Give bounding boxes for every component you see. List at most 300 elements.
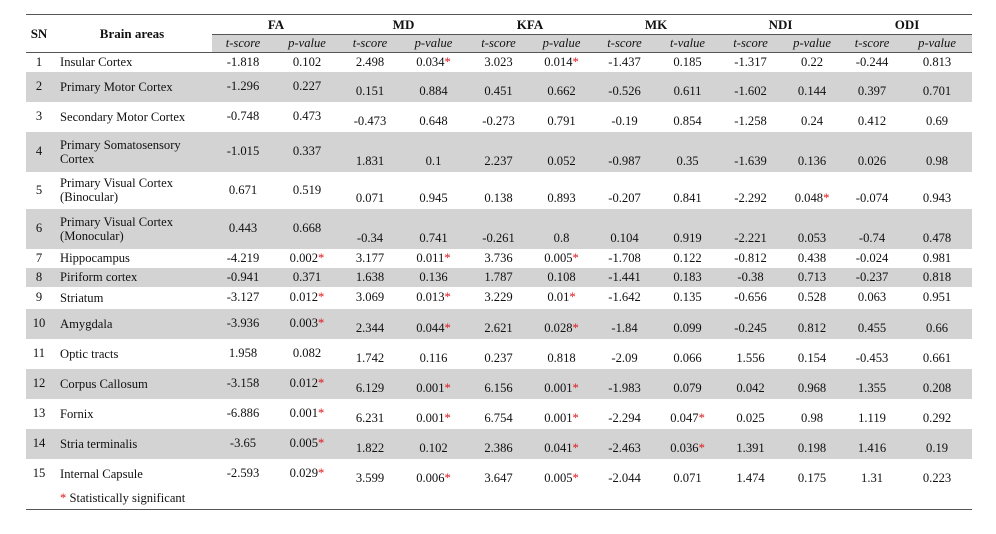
row-value: 0.884: [419, 83, 448, 98]
significance-star-icon: *: [444, 54, 451, 69]
row-sn: 6: [26, 209, 52, 249]
row-value: 0.671: [228, 182, 258, 197]
row-value-cell: [656, 268, 719, 287]
row-sn: 3: [35, 109, 43, 123]
row-value: 0.198: [797, 440, 827, 455]
row-value-cell: [274, 459, 340, 489]
row-brain-area: Corpus Callosum: [52, 369, 212, 399]
row-value: 0.528: [797, 290, 827, 304]
row-value-cell: [782, 369, 842, 399]
row-value: 0.371: [292, 269, 322, 284]
row-value-cell: [719, 399, 782, 429]
row-value: -3.65: [229, 436, 257, 450]
row-value: 1.831: [355, 153, 385, 168]
row-value-cell: [719, 287, 782, 309]
row-sn: 1: [35, 54, 43, 69]
subheader-fa-p: p-value: [274, 35, 340, 53]
row-sn: 10: [26, 309, 52, 339]
row-value: 2.621: [484, 320, 513, 335]
row-value: -2.593: [226, 466, 260, 480]
significance-star-icon: *: [572, 320, 579, 335]
row-value-cell: [593, 369, 656, 399]
row-value-cell: [782, 339, 842, 369]
row-value-cell: [656, 287, 719, 309]
row-value: 0.014: [544, 54, 573, 69]
row-value-cell: [274, 339, 340, 369]
row-brain-area: Hippocampus: [60, 251, 130, 265]
row-value-cell: [719, 102, 782, 132]
significance-star-icon: *: [572, 250, 579, 265]
row-value: 0.35: [676, 153, 699, 168]
footnote-text: Statistically significant: [66, 491, 186, 505]
row-brain-area: Primary Visual Cortex (Monocular): [52, 209, 212, 249]
row-value: 0.237: [484, 350, 513, 365]
row-value: 0.668: [292, 221, 322, 235]
row-value: -1.015: [226, 144, 260, 158]
table-row: [26, 399, 972, 429]
significance-star-icon: *: [823, 190, 830, 205]
row-value-cell: [782, 102, 842, 132]
row-value: 0.102: [419, 440, 448, 455]
significance-star-icon: *: [318, 436, 325, 450]
row-value-cell: [212, 102, 274, 132]
significance-star-icon: *: [318, 376, 325, 390]
row-value-cell: [782, 287, 842, 309]
row-value-cell: [842, 102, 902, 132]
row-value-cell: [274, 102, 340, 132]
row-value: 0.136: [797, 153, 827, 168]
row-value: -6.886: [226, 406, 260, 420]
row-value-cell: [530, 309, 593, 339]
row-value-cell: [593, 132, 656, 172]
row-value: 0.223: [922, 470, 952, 485]
row-value: 1.958: [228, 346, 258, 360]
row-value-cell: [212, 172, 274, 209]
row-value: -4.219: [226, 250, 260, 265]
row-value-cell: [656, 399, 719, 429]
row-value-cell: [593, 72, 656, 102]
row-value: 0.945: [419, 190, 448, 205]
row-value: 0.013: [416, 290, 445, 304]
row-value-cell: [274, 309, 340, 339]
row-value-cell: [593, 268, 656, 287]
row-value-cell: [842, 172, 902, 209]
row-value-cell: [782, 268, 842, 287]
row-value-cell: [719, 72, 782, 102]
row-value-cell: [782, 459, 842, 489]
row-value: 0.002: [289, 250, 319, 265]
row-value: -0.473: [353, 113, 387, 128]
row-value-cell: [842, 209, 902, 249]
row-value: -3.936: [226, 316, 260, 330]
row-value-cell: [842, 309, 902, 339]
row-sn: 4: [26, 132, 52, 172]
row-value-cell: [400, 72, 467, 102]
row-value: 0.047: [670, 410, 699, 425]
row-value-cell: [274, 72, 340, 102]
row-value-cell: [467, 339, 530, 369]
row-value-cell: [400, 429, 467, 459]
row-value: 0.053: [797, 230, 827, 245]
subheader-odi-t: t-score: [842, 35, 902, 53]
row-sn: 9: [35, 290, 43, 304]
row-value: 0.611: [673, 83, 702, 98]
row-value: 0.69: [926, 113, 949, 128]
row-value: 0.041: [544, 440, 573, 455]
row-value-cell: [340, 249, 400, 268]
row-value: -1.639: [734, 153, 767, 168]
row-value: -2.044: [608, 470, 641, 485]
header-mk: MK: [593, 15, 719, 35]
row-value-cell: [212, 268, 274, 287]
row-value: 3.069: [355, 290, 385, 304]
row-value-cell: [467, 102, 530, 132]
row-value: 0.438: [797, 250, 827, 265]
row-value-cell: [902, 459, 972, 489]
row-value: -3.127: [226, 290, 260, 304]
row-value-cell: [902, 102, 972, 132]
row-value-cell: [340, 369, 400, 399]
row-value: 0.028: [544, 320, 573, 335]
row-value-cell: [902, 268, 972, 287]
row-value-cell: [400, 53, 467, 72]
row-value: -2.221: [734, 230, 767, 245]
table-row: [26, 459, 972, 489]
table-row: [26, 72, 972, 102]
row-value: 0.98: [801, 410, 824, 425]
row-value: 0.048: [794, 190, 824, 205]
row-value: -0.19: [611, 113, 638, 128]
row-value-cell: [782, 429, 842, 459]
row-value-cell: [340, 309, 400, 339]
row-value: -0.074: [855, 190, 889, 205]
row-value: 0.1: [425, 153, 442, 168]
significance-star-icon: *: [698, 410, 705, 425]
row-value-cell: [340, 287, 400, 309]
table-row: [26, 102, 972, 132]
row-value-cell: [656, 249, 719, 268]
row-value-cell: [656, 339, 719, 369]
row-value: 0.063: [857, 290, 887, 304]
row-value-cell: [212, 339, 274, 369]
row-value: 0.012: [289, 290, 319, 304]
row-value-cell: [340, 429, 400, 459]
row-value: 1.556: [736, 350, 765, 365]
row-value: 0.455: [857, 320, 887, 335]
row-value-cell: [719, 172, 782, 209]
table-row: [26, 249, 972, 268]
row-value: -2.463: [608, 440, 641, 455]
row-value: 0.108: [547, 269, 576, 284]
row-value-cell: [902, 72, 972, 102]
row-value: 0.012: [289, 376, 319, 390]
significance-star-icon: *: [444, 250, 451, 265]
table-row: [26, 53, 972, 72]
row-value: 2.498: [355, 54, 385, 69]
row-value: -1.296: [226, 79, 260, 93]
row-value: 0.968: [797, 380, 827, 395]
row-value: 1.474: [736, 470, 765, 485]
row-value-cell: [400, 249, 467, 268]
row-value: 0.066: [673, 350, 702, 365]
row-value-cell: [656, 429, 719, 459]
row-value: 0.519: [292, 182, 322, 197]
row-value-cell: [530, 429, 593, 459]
row-value: 0.001: [289, 406, 319, 420]
row-value: 0.919: [673, 230, 702, 245]
row-value: 0.19: [926, 440, 949, 455]
row-value-cell: [902, 339, 972, 369]
row-value: 0.034: [416, 54, 445, 69]
row-value: 0.661: [922, 350, 952, 365]
row-value: -0.526: [608, 83, 641, 98]
header-fa: FA: [212, 15, 340, 35]
row-value-cell: [400, 102, 467, 132]
row-value-cell: [400, 209, 467, 249]
row-value-cell: [782, 53, 842, 72]
row-value-cell: [400, 369, 467, 399]
row-brain-area: Fornix: [60, 406, 94, 421]
row-brain-area: Primary Somatosensory Cortex: [52, 132, 212, 172]
row-value-cell: [530, 172, 593, 209]
row-value-cell: [467, 172, 530, 209]
table-row: [26, 309, 972, 339]
row-sn: 8: [26, 268, 52, 287]
table-row: [26, 132, 972, 172]
row-value: 0.854: [673, 113, 702, 128]
row-value: -0.244: [855, 54, 889, 69]
row-brain-area: Amygdala: [52, 309, 212, 339]
row-value: 0.005: [544, 250, 573, 265]
row-value-cell: [782, 172, 842, 209]
footnote-row: [26, 489, 972, 510]
row-brain-area: Primary Visual Cortex (Binocular): [60, 176, 174, 204]
row-value: 3.599: [355, 470, 385, 485]
row-value: -0.207: [608, 190, 641, 205]
row-value: 0.66: [926, 320, 949, 335]
footnote: [52, 489, 972, 510]
row-value-cell: [530, 459, 593, 489]
row-value: 3.229: [484, 290, 513, 304]
row-value: 0.943: [922, 190, 952, 205]
row-value: 0.026: [857, 153, 887, 168]
row-value-cell: [400, 287, 467, 309]
row-value-cell: [340, 268, 400, 287]
row-value: 0.138: [484, 190, 513, 205]
table-row: [26, 339, 972, 369]
row-value: 0.071: [673, 470, 702, 485]
row-value-cell: [842, 287, 902, 309]
row-value-cell: [530, 339, 593, 369]
row-value: 1.416: [857, 440, 887, 455]
row-value: 0.036: [670, 440, 699, 455]
row-value-cell: [842, 249, 902, 268]
row-value-cell: [212, 309, 274, 339]
row-value-cell: [340, 172, 400, 209]
row-value-cell: [340, 72, 400, 102]
row-value-cell: [467, 399, 530, 429]
row-value-cell: [530, 268, 593, 287]
row-value: 0.473: [292, 109, 322, 123]
row-value-cell: [593, 249, 656, 268]
row-value: 0.701: [922, 83, 952, 98]
row-brain-area: Insular Cortex: [60, 55, 133, 70]
row-brain-area: Piriform cortex: [52, 268, 212, 287]
row-value: 0.208: [922, 380, 952, 395]
row-value-cell: [902, 249, 972, 268]
row-value: -2.09: [611, 350, 638, 365]
row-value: 0.893: [547, 190, 576, 205]
significance-star-icon: *: [444, 380, 451, 395]
row-value-cell: [274, 268, 340, 287]
row-sn: 14: [26, 429, 52, 459]
subheader-mk-tvalue: t-value: [656, 35, 719, 53]
row-value: 0.003: [289, 316, 319, 330]
row-value-cell: [467, 287, 530, 309]
row-value: 0.813: [922, 54, 952, 69]
row-value: 1.391: [736, 440, 765, 455]
row-value-cell: [902, 172, 972, 209]
row-value-cell: [593, 172, 656, 209]
row-value-cell: [593, 53, 656, 72]
row-value-cell: [340, 399, 400, 429]
row-brain-area: Stria terminalis: [52, 429, 212, 459]
row-value-cell: [902, 209, 972, 249]
row-value-cell: [782, 72, 842, 102]
row-value-cell: [902, 429, 972, 459]
row-sn: 7: [35, 250, 43, 265]
row-value-cell: [782, 209, 842, 249]
row-value: 0.741: [419, 230, 448, 245]
table-row: [26, 287, 972, 309]
row-value: 1.638: [355, 269, 385, 284]
row-value-cell: [656, 132, 719, 172]
row-value: -0.987: [608, 153, 641, 168]
row-value-cell: [212, 249, 274, 268]
row-value-cell: [902, 132, 972, 172]
row-value-cell: [530, 287, 593, 309]
row-value: 0.185: [673, 54, 702, 69]
row-value-cell: [467, 209, 530, 249]
header-row-groups: [26, 15, 972, 35]
row-value: 2.344: [355, 320, 385, 335]
row-value: 1.119: [858, 410, 886, 425]
row-value-cell: [842, 339, 902, 369]
row-value-cell: [842, 72, 902, 102]
row-value-cell: [274, 53, 340, 72]
row-value-cell: [656, 172, 719, 209]
row-value-cell: [593, 459, 656, 489]
row-value-cell: [593, 429, 656, 459]
row-value-cell: [656, 459, 719, 489]
row-value-cell: [467, 249, 530, 268]
row-value-cell: [340, 209, 400, 249]
row-value-cell: [719, 53, 782, 72]
row-value-cell: [212, 209, 274, 249]
row-value-cell: [400, 399, 467, 429]
row-value-cell: [656, 369, 719, 399]
row-brain-area: Primary Motor Cortex: [52, 72, 212, 102]
significance-star-icon: *: [444, 320, 451, 335]
row-value-cell: [782, 309, 842, 339]
row-value: 0.227: [292, 79, 322, 93]
header-sn: SN: [26, 15, 52, 53]
row-value-cell: [593, 309, 656, 339]
row-sn: 11: [32, 346, 46, 360]
row-value: -0.74: [858, 230, 886, 245]
row-value: 6.129: [355, 380, 385, 395]
row-value: 0.812: [797, 320, 827, 335]
row-value: -0.245: [734, 320, 767, 335]
row-value: 0.24: [801, 113, 824, 128]
row-brain-area: Secondary Motor Cortex: [60, 109, 186, 124]
row-value-cell: [400, 459, 467, 489]
row-sn: 2: [26, 72, 52, 102]
row-value-cell: [274, 249, 340, 268]
row-value: 0.8: [553, 230, 570, 245]
row-value-cell: [719, 249, 782, 268]
row-value: 1.822: [355, 440, 385, 455]
row-value: 6.231: [355, 410, 385, 425]
subheader-ndi-p: p-value: [782, 35, 842, 53]
row-value-cell: [212, 459, 274, 489]
header-kfa: KFA: [467, 15, 593, 35]
row-value-cell: [719, 339, 782, 369]
row-value: -1.818: [226, 54, 260, 69]
subheader-md-p: p-value: [400, 35, 467, 53]
row-value: 3.736: [484, 250, 513, 265]
row-value: 0.337: [292, 144, 322, 158]
row-value: 0.025: [736, 410, 765, 425]
table-row: [26, 268, 972, 287]
row-sn: 15: [32, 466, 46, 480]
row-value: 0.818: [547, 350, 576, 365]
row-value-cell: [902, 369, 972, 399]
row-value: 0.001: [416, 410, 445, 425]
row-value: 0.841: [673, 190, 702, 205]
row-value: 0.042: [736, 380, 765, 395]
row-value-cell: [340, 132, 400, 172]
row-value-cell: [467, 369, 530, 399]
row-value: 0.451: [484, 83, 513, 98]
row-value-cell: [274, 287, 340, 309]
row-value-cell: [842, 132, 902, 172]
row-value: 0.662: [547, 83, 576, 98]
row-value: 0.104: [610, 230, 639, 245]
row-value: 0.412: [857, 113, 887, 128]
row-value-cell: [212, 287, 274, 309]
row-value: 1.787: [484, 269, 513, 284]
significance-star-icon: *: [318, 406, 325, 420]
row-value: 0.397: [857, 83, 887, 98]
row-value: -0.748: [226, 109, 260, 123]
row-value: 0.001: [544, 410, 573, 425]
row-value: 0.006: [416, 470, 445, 485]
row-value: -2.294: [608, 410, 641, 425]
row-value-cell: [467, 268, 530, 287]
row-value-cell: [400, 309, 467, 339]
row-value-cell: [467, 53, 530, 72]
row-value: -1.258: [734, 113, 767, 128]
row-value: 0.478: [922, 230, 952, 245]
row-value-cell: [842, 429, 902, 459]
row-value: 0.136: [419, 269, 448, 284]
significance-star-icon: *: [444, 470, 451, 485]
row-value: 1.355: [857, 380, 887, 395]
row-value-cell: [274, 172, 340, 209]
row-value: -1.317: [734, 54, 767, 69]
row-value: 2.386: [484, 440, 513, 455]
